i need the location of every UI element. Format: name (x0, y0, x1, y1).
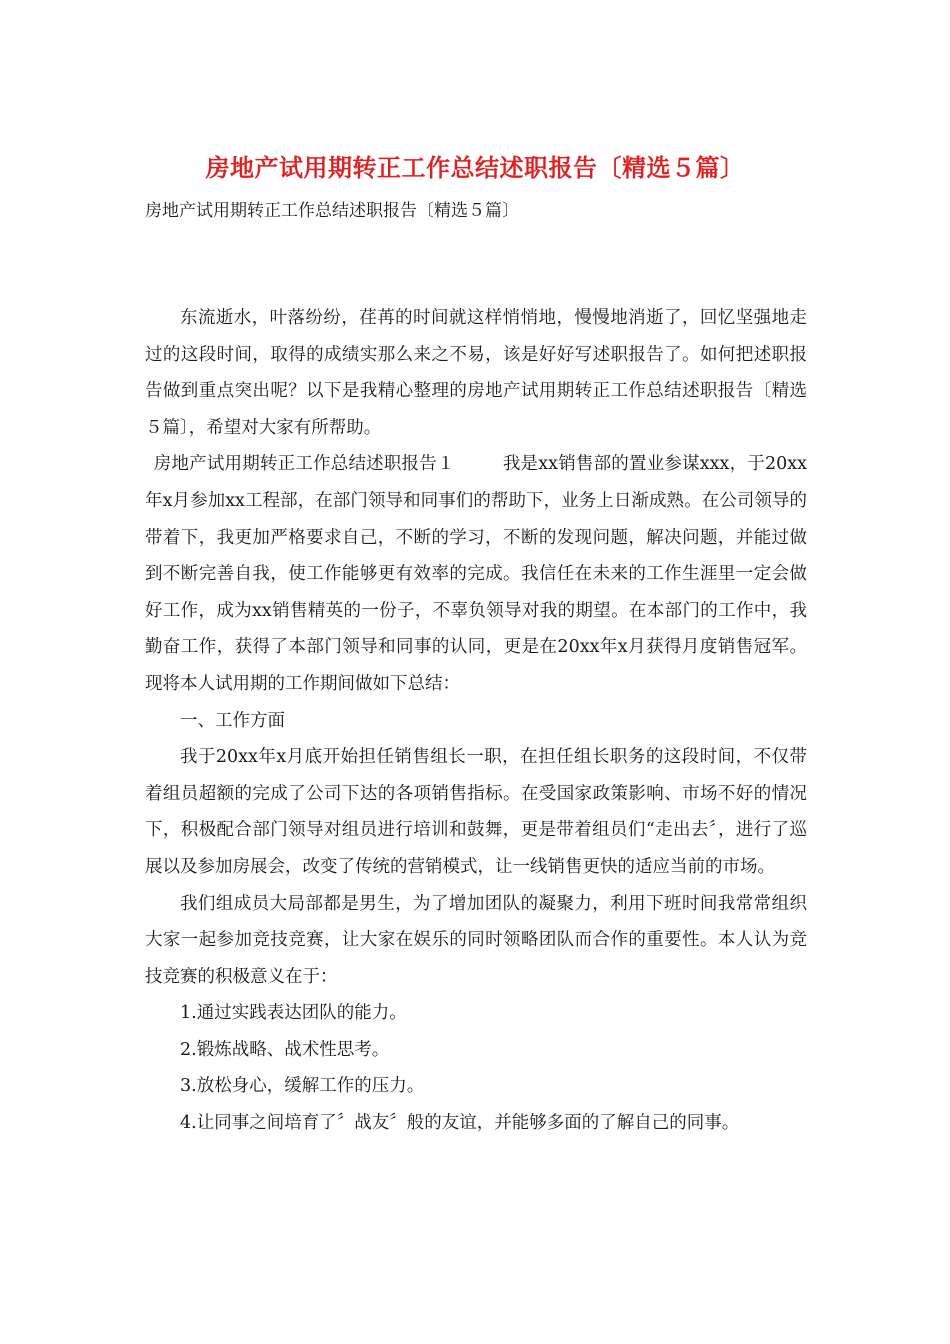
list-item-4: 4.让同事之间培育了〞战友〞般的友谊，并能够多面的了解自己的同事。 (180, 1113, 740, 1134)
subheading-work: 一、工作方面 (180, 710, 285, 731)
list-item-1: 1.通过实践表达团队的能力。 (180, 1003, 407, 1024)
intro-paragraph: 东流逝水，叶落纷纷，荏苒的时间就这样悄悄地，慢慢地消逝了，回忆坚强地走过的这段时间，取得的成绩实那么来之不易，该是好好写述职报告了。如何把述职报告做到重点突出呢？以下是我精心整理的房地产试用期转正工作总结述职报告〔精选５篇〕，希望对大家有所帮助。 (145, 308, 807, 438)
list-item-2: 2.锻炼战略、战术性思考。 (180, 1039, 390, 1060)
document-title: 房地产试用期转正工作总结述职报告〔精选５篇〕 (205, 153, 745, 182)
section1-paragraph (145, 446, 807, 702)
section1-text: 我是xx销售部的置业参谋xxx，于20xx年x月参加xx工程部，在部门领导和同事们的帮助下，业务上日渐成熟。在公司领导的带着下，我更加严格要求自己，不断的学习，不断的发现问题，解决问题，并能过做到不断完善自我，使工作能够更有效率的完成。我信任在未来的工作生涯里一定会做好工作，成为xx销售精英的一份子，不辜负领导对我的期望。在本部门的工作中，我勤奋工作，获得了本部门领导和同事的认同，更是在20xx年x月获得月度销售冠军。现将本人试用期的工作期间做如下总结： (145, 454, 808, 694)
team-paragraph: 我们组成员大局部都是男生，为了增加团队的凝聚力，利用下班时间我常常组织大家一起参加竞技竞赛，让大家在娱乐的同时领略团队而合作的重要性。本人认为竞技竞赛的积极意义在于： (145, 893, 807, 987)
document-subtitle: 房地产试用期转正工作总结述职报告〔精选５篇〕 (145, 201, 519, 221)
document-body (145, 300, 807, 1142)
work-paragraph: 我于20xx年x月底开始担任销售组长一职，在担任组长职务的这段时间，不仅带着组员超额的完成了公司下达的各项销售指标。在受国家政策影响、市场不好的情况下，积极配合部门领导对组员进行培训和鼓舞，更是带着组员们“走出去〞，进行了巡展以及参加房展会，改变了传统的营销模式，让一线销售更快的适应当前的市场。 (145, 747, 807, 877)
list-item-3: 3.放松身心，缓解工作的压力。 (180, 1076, 425, 1097)
section1-heading: 房地产试用期转正工作总结述职报告１ (153, 454, 455, 475)
